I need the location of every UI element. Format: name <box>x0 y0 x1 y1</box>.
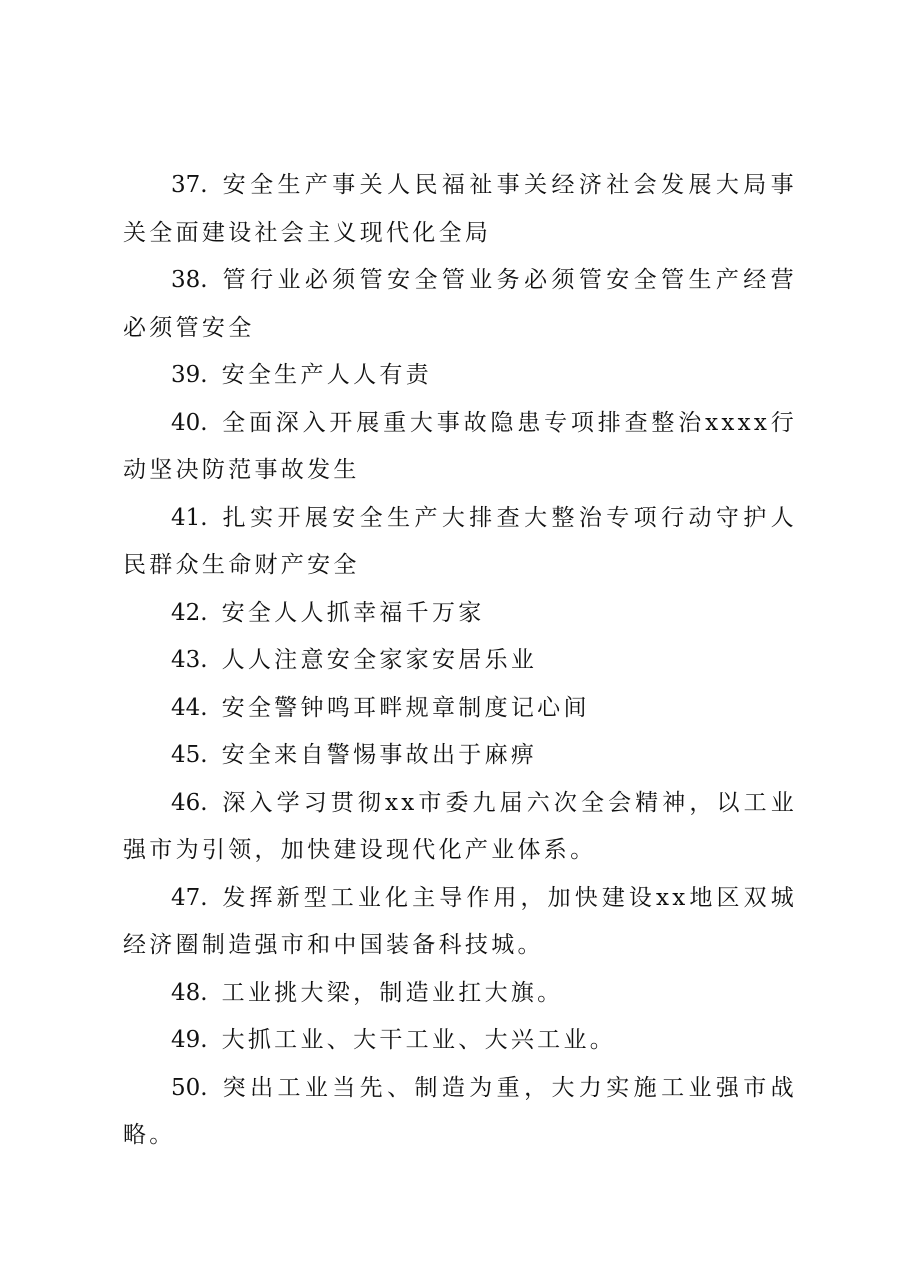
item-number: 49. <box>171 1027 208 1053</box>
item-text: 安全生产人人有责 <box>221 362 432 388</box>
item-number: 40. <box>171 409 208 436</box>
item-text: 人人注意安全家家安居乐业 <box>221 647 538 673</box>
item-number: 48. <box>171 979 208 1006</box>
list-item <box>123 685 797 733</box>
item-text: 大抓工业、大干工业、大兴工业。 <box>221 1027 617 1053</box>
item-text: 安全人人抓幸福千万家 <box>221 599 485 626</box>
list-item <box>123 495 797 590</box>
list-item <box>123 1017 797 1065</box>
item-number: 50. <box>171 1074 208 1101</box>
item-number: 43. <box>171 647 208 673</box>
item-number: 41. <box>171 504 208 531</box>
list-item <box>123 637 797 685</box>
item-text: 安全警钟鸣耳畔规章制度记心间 <box>221 694 590 721</box>
item-text: 发挥新型工业化主导作用，加快建设xx地区双城经济圈制造强市和中国装备科技城。 <box>123 884 797 958</box>
list-item <box>123 590 797 638</box>
list-item <box>123 400 797 495</box>
item-number: 39. <box>171 362 208 388</box>
list-item <box>123 875 797 970</box>
list-item <box>123 352 797 400</box>
item-number: 46. <box>171 789 208 816</box>
item-text: 工业挑大梁，制造业扛大旗。 <box>221 979 564 1006</box>
item-number: 45. <box>171 742 208 768</box>
list-item <box>123 1065 797 1160</box>
item-text: 突出工业当先、制造为重，大力实施工业强市战略。 <box>123 1074 797 1148</box>
item-text: 管行业必须管安全管业务必须管安全管生产经营必须管安全 <box>123 267 797 341</box>
item-text: 扎实开展安全生产大排查大整治专项行动守护人民群众生命财产安全 <box>123 504 797 578</box>
list-item <box>123 732 797 780</box>
item-number: 37. <box>171 172 208 198</box>
list-item <box>123 257 797 352</box>
list-item <box>123 970 797 1018</box>
item-number: 38. <box>171 267 208 293</box>
list-item <box>123 780 797 875</box>
item-text: 全面深入开展重大事故隐患专项排查整治xxxx行动坚决防范事故发生 <box>123 409 797 483</box>
list-item <box>123 162 797 257</box>
item-number: 44. <box>171 694 208 721</box>
item-number: 42. <box>171 599 208 626</box>
item-text: 安全来自警惕事故出于麻痹 <box>221 742 538 768</box>
item-number: 47. <box>171 884 208 911</box>
slogan-list <box>123 162 797 1160</box>
item-text: 安全生产事关人民福祉事关经济社会发展大局事关全面建设社会主义现代化全局 <box>123 172 797 246</box>
item-text: 深入学习贯彻xx市委九届六次全会精神，以工业强市为引领，加快建设现代化产业体系。 <box>123 789 797 863</box>
